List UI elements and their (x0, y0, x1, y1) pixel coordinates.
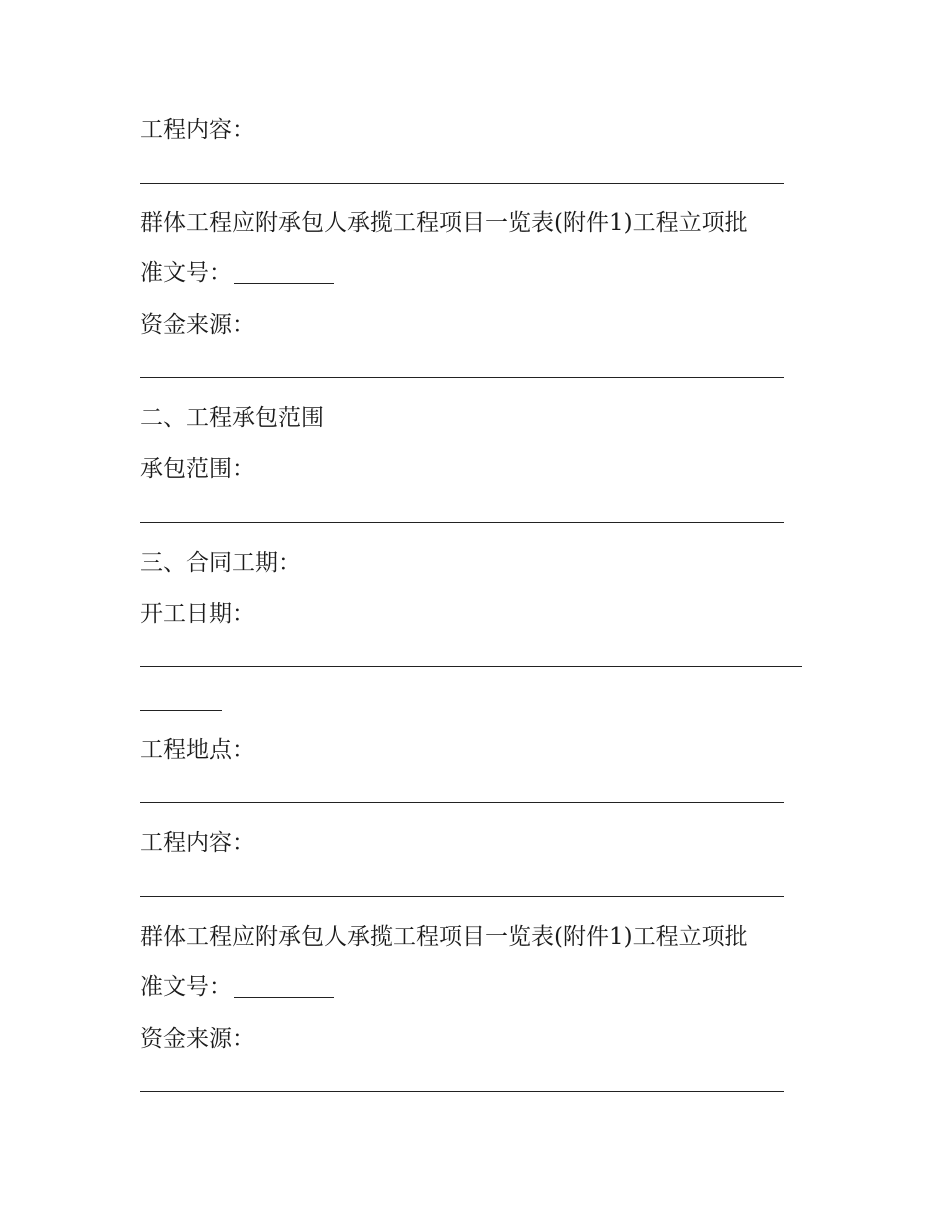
section-heading-scope: 二、工程承包范围 (140, 405, 324, 431)
label-approval-number-text: 准文号： (140, 974, 232, 1000)
fill-in-blank (140, 1091, 784, 1092)
fill-in-blank-continuation (140, 710, 222, 711)
fill-in-blank (140, 377, 784, 378)
section-heading-duration: 三、合同工期： (140, 550, 301, 576)
label-project-content: 工程内容： (140, 117, 255, 143)
paragraph-group-project-note: 群体工程应附承包人承揽工程项目一览表(附件1)工程立项批 (140, 210, 748, 236)
fill-in-blank (140, 522, 784, 523)
label-project-location: 工程地点： (140, 737, 255, 763)
fill-in-blank (140, 183, 784, 184)
fill-in-blank (234, 997, 334, 998)
fill-in-blank (140, 896, 784, 897)
label-funding-source: 资金来源： (140, 1026, 255, 1052)
fill-in-blank (234, 283, 334, 284)
label-project-content: 工程内容： (140, 830, 255, 856)
label-approval-number (140, 258, 334, 288)
paragraph-group-project-note: 群体工程应附承包人承揽工程项目一览表(附件1)工程立项批 (140, 924, 748, 950)
fill-in-blank (140, 802, 784, 803)
fill-in-blank (140, 666, 802, 667)
label-approval-number (140, 972, 334, 1002)
label-start-date: 开工日期： (140, 601, 255, 627)
label-funding-source: 资金来源： (140, 312, 255, 338)
label-contract-scope: 承包范围： (140, 456, 255, 482)
label-approval-number-text: 准文号： (140, 260, 232, 286)
